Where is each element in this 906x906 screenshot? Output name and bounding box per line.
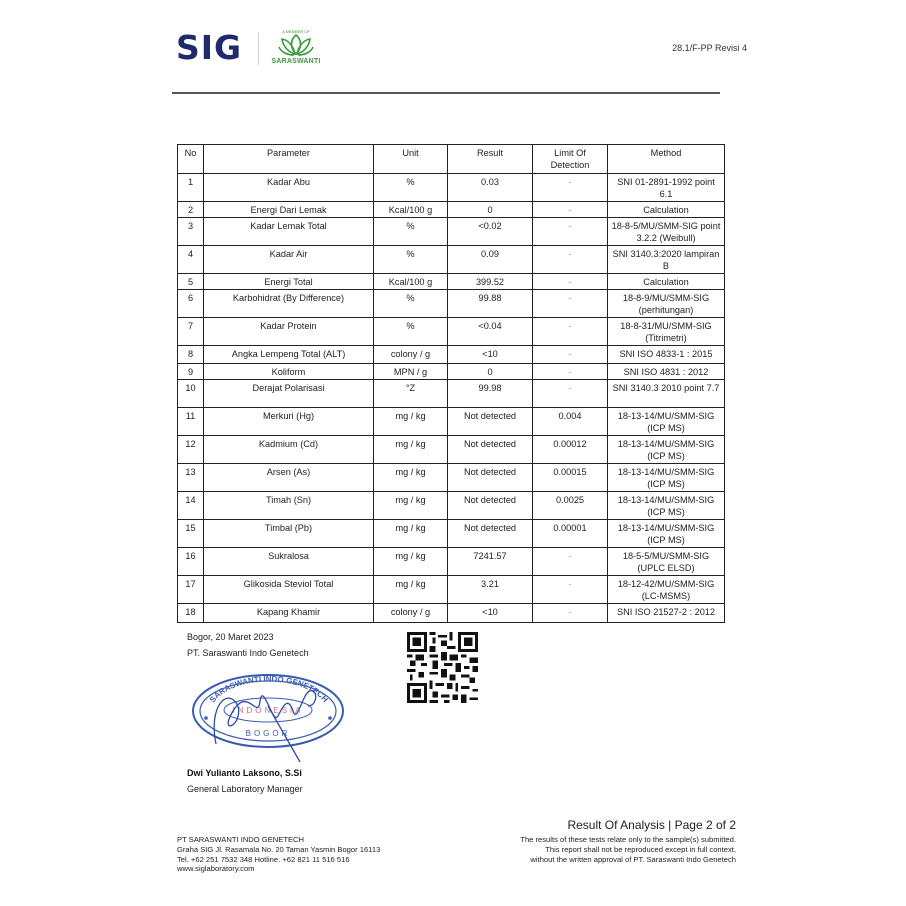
cell-no: 11 xyxy=(178,408,204,436)
disclaimer-line: without the written approval of PT. Saraswanti Indo Genetech xyxy=(530,854,736,864)
cell-method: SNI ISO 21527-2 : 2012 xyxy=(608,604,725,623)
footer-company-name: PT SARASWANTI INDO GENETECH xyxy=(177,835,304,844)
cell-result: 399.52 xyxy=(448,274,533,290)
signing-company: PT. Saraswanti Indo Genetech xyxy=(187,648,309,658)
cell-no: 6 xyxy=(178,290,204,318)
table-row xyxy=(178,318,725,346)
table-row xyxy=(178,202,725,218)
cell-parameter: Kadar Protein xyxy=(204,318,374,346)
table-row xyxy=(178,274,725,290)
table-row xyxy=(178,174,725,202)
stamp-top-text: SARASWANTI INDO GENETECH xyxy=(207,674,330,705)
table-row xyxy=(178,364,725,380)
cell-no: 15 xyxy=(178,520,204,548)
table-row xyxy=(178,548,725,576)
cell-unit: mg / kg xyxy=(374,520,448,548)
cell-no: 7 xyxy=(178,318,204,346)
cell-result: Not detected xyxy=(448,520,533,548)
cell-lod: - xyxy=(533,604,608,623)
cell-parameter: Timbal (Pb) xyxy=(204,520,374,548)
cell-no: 4 xyxy=(178,246,204,274)
cell-result: Not detected xyxy=(448,408,533,436)
cell-unit: mg / kg xyxy=(374,464,448,492)
column-header-unit: Unit xyxy=(374,145,448,174)
cell-unit: Kcal/100 g xyxy=(374,274,448,290)
cell-no: 9 xyxy=(178,364,204,380)
sig-logo xyxy=(176,28,242,68)
cell-method: SNI ISO 4831 : 2012 xyxy=(608,364,725,380)
column-header-method: Method xyxy=(608,145,725,174)
cell-method: 18-8-5/MU/SMM-SIG point 3.2.2 (Weibull) xyxy=(608,218,725,246)
cell-lod: 0.00001 xyxy=(533,520,608,548)
partner-name: SARASWANTI xyxy=(271,58,321,65)
cell-method: SNI 3140.3 2010 point 7.7 xyxy=(608,380,725,408)
cell-method: 18-12-42/MU/SMM-SIG (LC-MSMS) xyxy=(608,576,725,604)
cell-lod: - xyxy=(533,318,608,346)
sig-logo-text: SIG xyxy=(176,28,243,67)
cell-parameter: Kadmium (Cd) xyxy=(204,436,374,464)
cell-unit: % xyxy=(374,246,448,274)
cell-no: 12 xyxy=(178,436,204,464)
cell-parameter: Angka Lempeng Total (ALT) xyxy=(204,346,374,364)
cell-parameter: Energi Total xyxy=(204,274,374,290)
document-code: 28.1/F-PP Revisi 4 xyxy=(672,43,747,53)
table-row xyxy=(178,346,725,364)
cell-result: 99.88 xyxy=(448,290,533,318)
cell-no: 18 xyxy=(178,604,204,623)
cell-result: 0.03 xyxy=(448,174,533,202)
cell-parameter: Kadar Air xyxy=(204,246,374,274)
cell-result: 3.21 xyxy=(448,576,533,604)
cell-unit: % xyxy=(374,290,448,318)
cell-lod: - xyxy=(533,290,608,318)
column-header-no: No xyxy=(178,145,204,174)
disclaimer-line: This report shall not be reproduced except in full context, xyxy=(545,844,736,854)
cell-method: SNI 3140.3:2020 lampiran B xyxy=(608,246,725,274)
cell-lod: - xyxy=(533,218,608,246)
cell-lod: 0.00015 xyxy=(533,464,608,492)
cell-unit: mg / kg xyxy=(374,576,448,604)
cell-parameter: Sukralosa xyxy=(204,548,374,576)
cell-lod: 0.0025 xyxy=(533,492,608,520)
table-row xyxy=(178,576,725,604)
cell-method: Calculation xyxy=(608,202,725,218)
cell-parameter: Kapang Khamir xyxy=(204,604,374,623)
cell-result: Not detected xyxy=(448,464,533,492)
table-row xyxy=(178,380,725,408)
cell-lod: - xyxy=(533,246,608,274)
table-row xyxy=(178,246,725,274)
cell-no: 2 xyxy=(178,202,204,218)
cell-parameter: Koliform xyxy=(204,364,374,380)
cell-result: <10 xyxy=(448,346,533,364)
cell-unit: MPN / g xyxy=(374,364,448,380)
cell-parameter: Merkuri (Hg) xyxy=(204,408,374,436)
column-header-result: Result xyxy=(448,145,533,174)
cell-method: SNI 01-2891-1992 point 6.1 xyxy=(608,174,725,202)
company-stamp-icon xyxy=(188,666,348,766)
footer-address: Graha SIG Jl. Rasamala No. 20 Taman Yasmin Bogor 16113 xyxy=(177,844,381,854)
cell-parameter: Karbohidrat (By Difference) xyxy=(204,290,374,318)
cell-lod: - xyxy=(533,174,608,202)
table-row xyxy=(178,520,725,548)
cell-lod: - xyxy=(533,274,608,290)
signer-title: General Laboratory Manager xyxy=(187,784,303,794)
cell-unit: colony / g xyxy=(374,604,448,623)
cell-unit: Kcal/100 g xyxy=(374,202,448,218)
cell-parameter: Kadar Lemak Total xyxy=(204,218,374,246)
cell-unit: % xyxy=(374,174,448,202)
cell-lod: - xyxy=(533,548,608,576)
cell-method: 18-13-14/MU/SMM-SIG (ICP MS) xyxy=(608,436,725,464)
footer-website-link[interactable]: www.siglaboratory.com xyxy=(177,864,255,874)
cell-result: <10 xyxy=(448,604,533,623)
cell-result: 99.98 xyxy=(448,380,533,408)
cell-method: Calculation xyxy=(608,274,725,290)
column-header-parameter: Parameter xyxy=(204,145,374,174)
signer-name: Dwi Yulianto Laksono, S.Si xyxy=(187,768,302,778)
cell-lod: - xyxy=(533,346,608,364)
cell-method: 18-13-14/MU/SMM-SIG (ICP MS) xyxy=(608,408,725,436)
cell-unit: mg / kg xyxy=(374,492,448,520)
cell-parameter: Glikosida Steviol Total xyxy=(204,576,374,604)
cell-unit: mg / kg xyxy=(374,436,448,464)
cell-no: 14 xyxy=(178,492,204,520)
results-table xyxy=(177,144,725,623)
cell-result: 0 xyxy=(448,364,533,380)
cell-parameter: Energi Dari Lemak xyxy=(204,202,374,218)
cell-method: 18-8-31/MU/SMM-SIG (Titrimetri) xyxy=(608,318,725,346)
table-row xyxy=(178,290,725,318)
partner-tagline: A MEMBER OF xyxy=(282,29,310,34)
cell-no: 3 xyxy=(178,218,204,246)
cell-lod: - xyxy=(533,380,608,408)
cell-method: SNI ISO 4833-1 : 2015 xyxy=(608,346,725,364)
cell-no: 5 xyxy=(178,274,204,290)
qr-code-icon[interactable] xyxy=(407,632,478,703)
cell-method: 18-13-14/MU/SMM-SIG (ICP MS) xyxy=(608,520,725,548)
cell-unit: mg / kg xyxy=(374,548,448,576)
cell-result: 0 xyxy=(448,202,533,218)
svg-text:SARASWANTI INDO GENETECH xyxy=(208,674,330,704)
cell-parameter: Derajat Polarisasi xyxy=(204,380,374,408)
cell-result: <0.04 xyxy=(448,318,533,346)
footer-company-info xyxy=(177,835,380,874)
cell-lod: 0.004 xyxy=(533,408,608,436)
header-divider xyxy=(172,92,720,94)
footer-disclaimer xyxy=(520,835,736,864)
cell-parameter: Timah (Sn) xyxy=(204,492,374,520)
cell-method: 18-13-14/MU/SMM-SIG (ICP MS) xyxy=(608,492,725,520)
table-row xyxy=(178,218,725,246)
place-date: Bogor, 20 Maret 2023 xyxy=(187,632,274,642)
report-page-title: Result Of Analysis | Page 2 of 2 xyxy=(567,818,736,832)
cell-method: 18-5-5/MU/SMM-SIG (UPLC ELSD) xyxy=(608,548,725,576)
cell-parameter: Arsen (As) xyxy=(204,464,374,492)
table-row xyxy=(178,436,725,464)
cell-unit: °Z xyxy=(374,380,448,408)
cell-lod: - xyxy=(533,202,608,218)
logo-divider xyxy=(258,33,259,65)
cell-result: <0.02 xyxy=(448,218,533,246)
cell-unit: % xyxy=(374,218,448,246)
stamp-mid-text: INDONESIA xyxy=(232,706,304,715)
cell-no: 1 xyxy=(178,174,204,202)
stamp-bottom-text: BOGOR xyxy=(245,729,291,738)
disclaimer-line: The results of these tests relate only to the sample(s) submitted. xyxy=(520,835,736,844)
cell-no: 10 xyxy=(178,380,204,408)
column-header-lod: Limit Of Detection xyxy=(533,145,608,174)
cell-unit: mg / kg xyxy=(374,408,448,436)
cell-unit: colony / g xyxy=(374,346,448,364)
cell-no: 8 xyxy=(178,346,204,364)
cell-result: 0.09 xyxy=(448,246,533,274)
table-row xyxy=(178,408,725,436)
cell-no: 13 xyxy=(178,464,204,492)
table-row xyxy=(178,604,725,623)
cell-unit: % xyxy=(374,318,448,346)
table-header-row xyxy=(178,145,725,174)
cell-lod: 0.00012 xyxy=(533,436,608,464)
cell-lod: - xyxy=(533,576,608,604)
footer-phone: Tel. +62 251 7532 348 Hotline. +62 821 11 516 516 xyxy=(177,854,350,864)
cell-result: Not detected xyxy=(448,436,533,464)
cell-result: Not detected xyxy=(448,492,533,520)
lotus-logo-icon xyxy=(278,34,314,56)
cell-method: 18-8-9/MU/SMM-SIG (perhitungan) xyxy=(608,290,725,318)
cell-lod: - xyxy=(533,364,608,380)
cell-method: 18-13-14/MU/SMM-SIG (ICP MS) xyxy=(608,464,725,492)
table-row xyxy=(178,492,725,520)
cell-parameter: Kadar Abu xyxy=(204,174,374,202)
cell-no: 17 xyxy=(178,576,204,604)
cell-no: 16 xyxy=(178,548,204,576)
cell-result: 7241.57 xyxy=(448,548,533,576)
table-row xyxy=(178,464,725,492)
